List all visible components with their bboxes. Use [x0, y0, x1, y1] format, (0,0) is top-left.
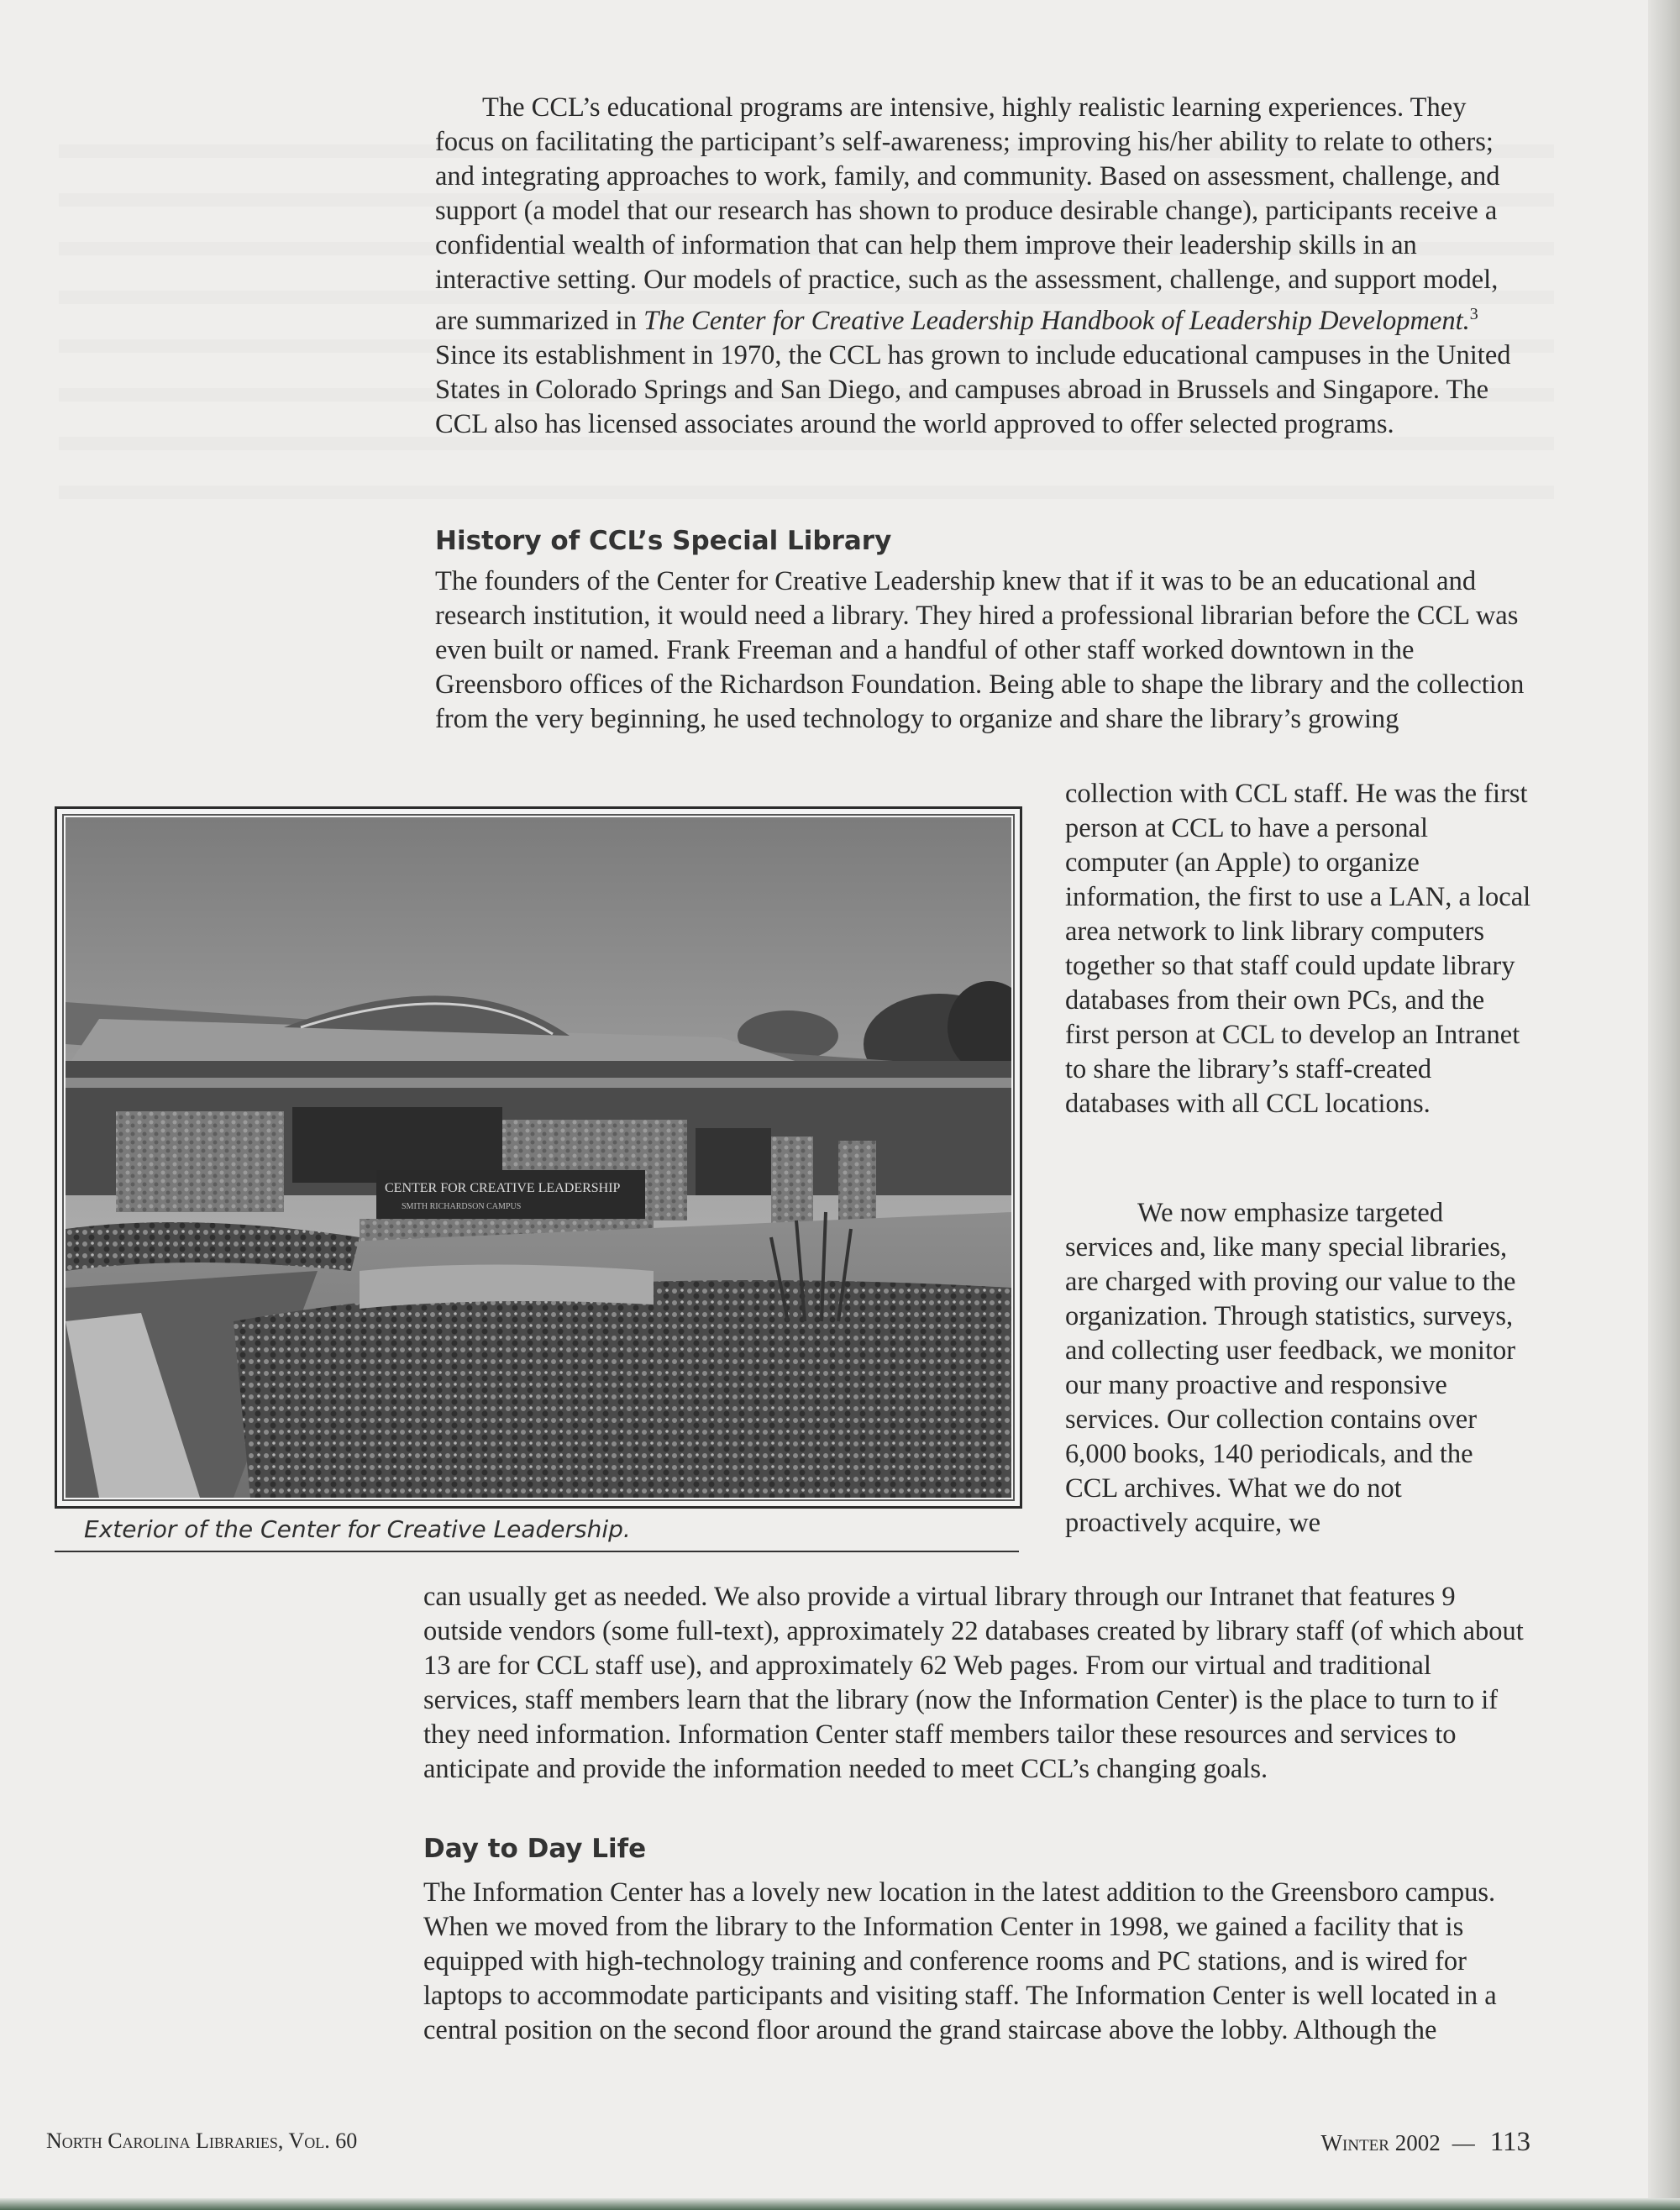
- history-paragraph-side: [1065, 777, 1531, 1121]
- building-photo-image: [66, 817, 1011, 1498]
- photo-caption: Exterior of the Center for Creative Leadership.: [84, 1515, 631, 1543]
- history-text-side: collection with CCL staff. He was the first person at CCL to have a personal computer (an Apple) to organize information, the first to use a LAN, a local area network to link library computers together so that staff could update library databases from their own PCs, and the first person at CCL to develop an Intranet to share the library’s staff-created databases with all CCL locations.: [1065, 779, 1531, 1119]
- day-paragraph: [423, 1876, 1528, 2048]
- history-text-top: The founders of the Center for Creative Leadership knew that if it was to be an educational and research institution, it would need a library. They hired a professional librarian before the CCL was even built or named. Frank Freeman and a handful of other staff worked downtown in the Greensboro offices of the Richardson Foundation. Being able to shape the library and the collection from the very beginning, he used technology to organize and share the library’s growing: [435, 566, 1525, 734]
- page-edge: [1648, 0, 1680, 2210]
- sign-line-2: SMITH RICHARDSON CAMPUS: [402, 1202, 522, 1211]
- intro-continuation: Since its establishment in 1970, the CCL has grown to include educational campuses in the United States in Colorado Springs and San Diego, and campuses abroad in Brussels and Singapore. The CCL also has licensed associates around the world approved to offer selected programs.: [435, 339, 1511, 439]
- caption-rule: [55, 1551, 1019, 1552]
- services-text-full: can usually get as needed. We also provide a virtual library through our Intranet that features 9 outside vendors (some full-text), approximately 22 databases created by library staff (of which about 13 are for CCL staff use), and approximately 62 Web pages. From our virtual and traditional services, staff members learn that the library (now the Information Center) is the place to turn to if they need information. Information Center staff members tailor these resources and services to anticipate and provide the information needed to meet CCL’s changing goals.: [423, 1582, 1524, 1784]
- page-bottom-edge: [0, 2198, 1680, 2210]
- footer-journal: North Carolina Libraries, Vol. 60: [46, 2129, 358, 2153]
- services-text-side: We now emphasize targeted services and, like many special libraries, are charged with proving our value to the organization. Through statistics, surveys, and collecting user feedback, we monitor our many proactive and responsive services. Our collection contains over 6,000 books, 140 periodicals, and the CCL archives. What we do not proactively acquire, we: [1065, 1198, 1516, 1538]
- history-paragraph-top: [435, 564, 1527, 737]
- intro-paragraph: [435, 91, 1527, 442]
- services-paragraph-full: [423, 1580, 1528, 1787]
- handbook-title: The Center for Creative Leadership Handbook of Leadership Development.: [643, 305, 1470, 336]
- day-text: The Information Center has a lovely new location in the latest addition to the Greensboro campus. When we moved from the library to the Information Center in 1998, we gained a facility that is equipped with high-technology training and conference rooms and PC stations, and is wired for laptops to accommodate participants and visiting staff. The Information Center is well located in a central position on the second floor around the grand staircase above the lobby. Although the: [423, 1877, 1497, 2045]
- footer-separator: —: [1452, 2130, 1475, 2155]
- footnote-mark: 3: [1469, 305, 1478, 323]
- intro-text: The CCL’s educational programs are intensive, highly realistic learning experiences. They focus on facilitating the participant’s self-awareness; improving his/her ability to relate to others; and integrating approaches to work, family, and community. Based on assessment, challenge, and support (a model that our research has shown to produce desirable change), participants receive a confidential wealth of information that can help them improve their leadership skills in an interactive setting. Our models of practice, such as the assessment, challenge, and support model, are summarized in: [435, 92, 1500, 336]
- building-photo: [55, 806, 1022, 1509]
- sign-line-1: CENTER FOR CREATIVE LEADERSHIP: [385, 1181, 621, 1195]
- services-paragraph-side: [1065, 1196, 1531, 1541]
- page-number: 113: [1489, 2127, 1530, 2157]
- day-heading: Day to Day Life: [423, 1834, 647, 1864]
- footer-issue-label: Winter 2002: [1320, 2130, 1441, 2155]
- history-heading: History of CCL’s Special Library: [435, 526, 892, 556]
- footer-issue: [1321, 2127, 1530, 2158]
